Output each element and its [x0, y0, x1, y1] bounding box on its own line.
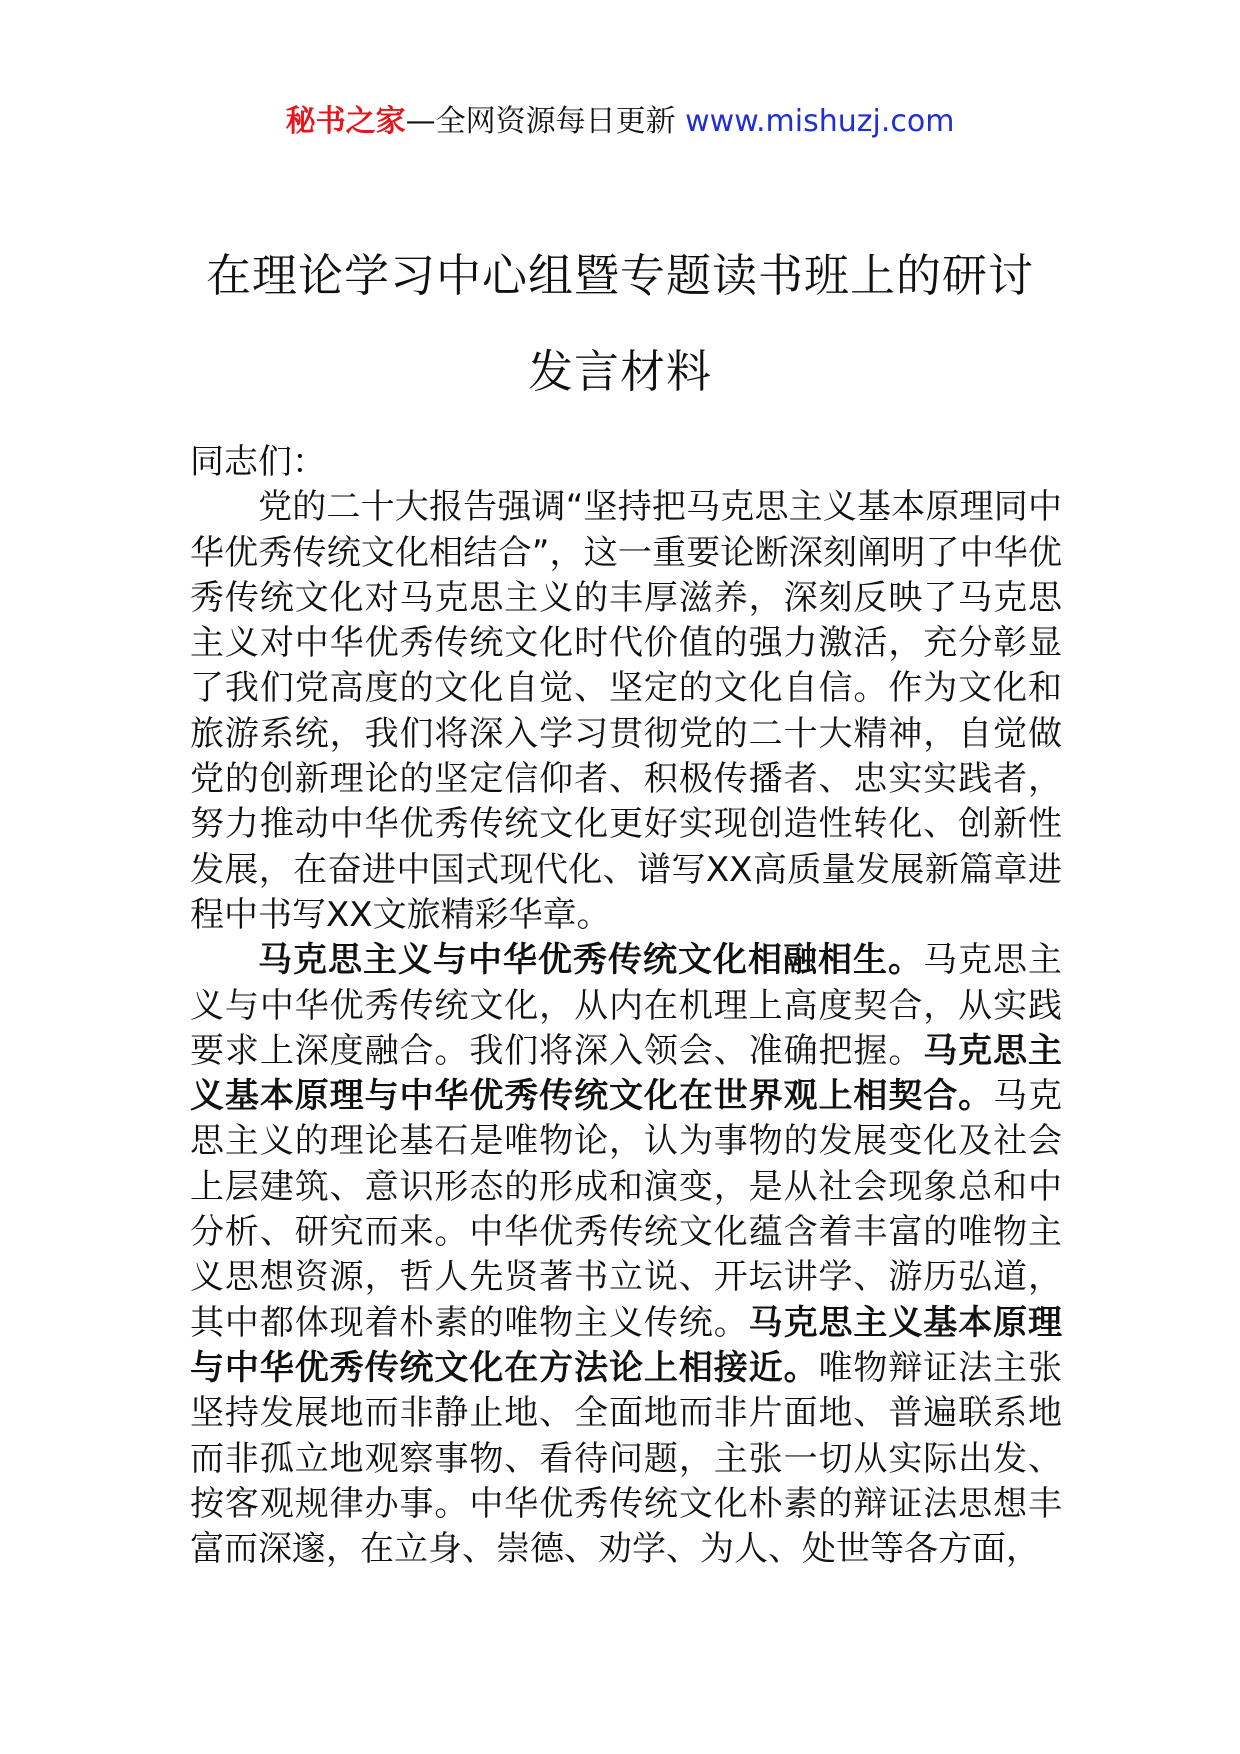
- document-body: [190, 440, 1062, 1572]
- site-header: [0, 100, 1240, 144]
- header-slogan: —全网资源每日更新: [405, 104, 686, 139]
- salutation: 同志们：: [190, 442, 326, 482]
- title-line-1: 在理论学习中心组暨专题读书班上的研讨: [205, 249, 1034, 302]
- paragraph-text: 马克思主义与中华优秀传统文化，从内在机理上高度契合，从实践要求上深度融合。我们将深入领会、准确把握。: [190, 940, 1062, 1071]
- subheading-methodology: 马克思主义基本原理与中华优秀传统文化在方法论上相接近。: [190, 1302, 1063, 1388]
- paragraph-text: 唯物辩证法主张坚持发展地而非静止地、全面地而非片面地、普遍联系地而非孤立地观察事物、看待问题，主张一切从实际出发、按客观规律办事。中华优秀传统文化朴素的辩证法思想丰富而深邃，在立身、崇德、劝学、为人、处世等各方面，: [190, 1347, 1062, 1570]
- section-heading: 马克思主义与中华优秀传统文化相融相生。: [258, 940, 923, 981]
- paragraph-text: 马克思主义的理论基石是唯物论，认为事物的发展变化及社会上层建筑、意识形态的形成和演变，是从社会现象总和中分析、研究而来。中华优秀传统文化蕴含着丰富的唯物主义思想资源，哲人先贤著书立说、开坛讲学、游历弘道，其中都体现着朴素的唯物主义传统。: [190, 1076, 1063, 1343]
- paragraph-intro: 党的二十大报告强调“坚持把马克思主义基本原理同中华优秀传统文化相结合”，这一重要论断深刻阐明了中华优秀传统文化对马克思主义的丰厚滋养，深刻反映了马克思主义对中华优秀传统文化时代价值的强力激活，充分彰显了我们党高度的文化自觉、坚定的文化自信。作为文化和旅游系统，我们将深入学习贯彻党的二十大精神，自觉做党的创新理论的坚定信仰者、积极传播者、忠实实践者，努力推动中华优秀传统文化更好实现创造性转化、创新性发展，在奋进中国式现代化、谱写XX高质量发展新篇章进程中书写XX文旅精彩华章。: [190, 487, 1062, 935]
- site-url-link[interactable]: www.mishuzj.com: [685, 104, 955, 139]
- brand-name: 秘书之家: [285, 104, 406, 139]
- subheading-worldview: 马克思主义基本原理与中华优秀传统文化在世界观上相契合。: [190, 1030, 1062, 1117]
- title-line-2: 发言材料: [527, 345, 712, 398]
- paragraph-section-1: [190, 938, 1062, 1572]
- document-title: [0, 228, 1240, 420]
